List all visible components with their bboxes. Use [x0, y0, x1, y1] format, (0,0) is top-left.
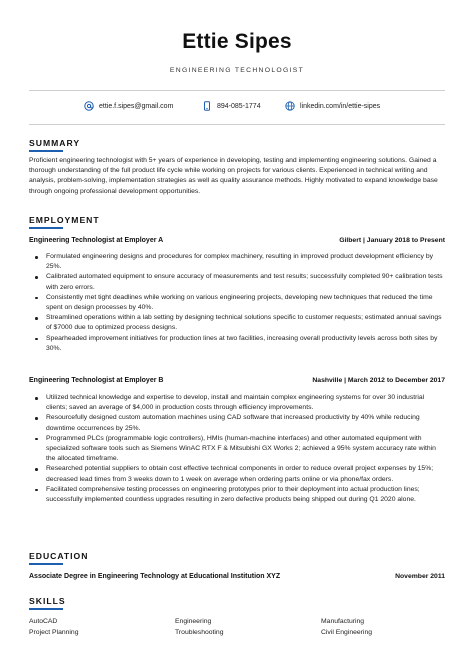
contact-email-text: ettie.f.sipes@gmail.com: [99, 102, 174, 110]
employment-heading: EMPLOYMENT: [29, 215, 100, 225]
job-header-a: [29, 237, 445, 244]
summary-heading: SUMMARY: [29, 138, 81, 148]
list-item: Facilitated comprehensive testing processes on engineering prototypes prior to their deployment into actual production lines; successfully implemented countless upgrades resulting in zero defective products being shipped out during Q1 2020 alone.: [29, 485, 447, 505]
employment-underline: [29, 227, 63, 229]
globe-icon: [285, 101, 295, 111]
list-item: Spearheaded improvement initiatives for production lines at two facilities, increasing overall productivity levels across both sites by 30%.: [29, 334, 447, 354]
job-title-a: Engineering Technologist at Employer A: [29, 237, 164, 244]
skill-item: Manufacturing: [321, 618, 365, 625]
list-item: Calibrated automated equipment to ensure accuracy of measurements and test results; successfully completed 90+ calibration tests with zero errors.: [29, 272, 447, 292]
skills-grid: [29, 617, 447, 638]
summary-text: Proficient engineering technologist with 5+ years of experience in developing, testing and implementing engineering solutions. Gained a thorough understanding of the full product life cycle while working on projects for various clients. Experienced in technical writing and analysis, problem-solving, implementation strategies as well as quality assurance methods. Highly motivated to expand knowledge base through ongoing professional development opportunities.: [29, 157, 438, 195]
skills-heading: SKILLS: [29, 596, 66, 606]
list-item: Resourcefully designed custom automation machines using CAD software that increased productivity by 40% while reducing downtime occurrences by 25%.: [29, 413, 447, 433]
list-item: Formulated engineering designs and procedures for complex machinery, resulting in improved product development efficiency by 25%.: [29, 252, 447, 272]
education-degree: Associate Degree in Engineering Technology at Educational Institution XYZ: [29, 573, 281, 580]
summary-underline: [29, 150, 63, 152]
list-item: Utilized technical knowledge and expertise to develop, install and maintain complex engineering systems for over 30 industrial clients; saved an average of $4,000 in production costs through efficiency improvements.: [29, 393, 447, 413]
contact-email[interactable]: [84, 101, 173, 111]
at-sign-icon: [84, 101, 94, 111]
header-divider-bottom: [29, 124, 445, 125]
job-title: ENGINEERING TECHNOLOGIST: [169, 67, 305, 74]
education-date: November 2011: [395, 573, 445, 580]
education-entry: [29, 573, 445, 580]
list-item: Researched potential suppliers to obtain cost effective technical components in order to reduce overall project expenses by 15%; decreased lead times from 3 weeks down to 1 week on average when ordering parts online or via phone/fax orders.: [29, 464, 447, 484]
skill-item: Project Planning: [29, 628, 79, 636]
list-item: Streamlined operations within a lab setting by designing technical solutions specific to customer requests; estimated annual savings of $7000 due to optimized process designs.: [29, 313, 447, 333]
job-location-dates-a: Gilbert | January 2018 to Present: [339, 237, 445, 244]
job-location-dates-b: Nashville | March 2012 to December 2017: [312, 377, 445, 384]
education-heading: EDUCATION: [29, 551, 89, 561]
phone-icon: [202, 101, 212, 111]
list-item: Consistently met tight deadlines while working on various engineering projects, developing new techniques that reduced the time spent on design processes by 40%.: [29, 293, 447, 313]
skills-underline: [29, 608, 63, 610]
education-underline: [29, 563, 63, 565]
list-item: Programmed PLCs (programmable logic controllers), HMIs (human-machine interfaces) and other automated equipment with specialized software tools such as Siemens WinAC RTX F & Mitsubishi GX Works 2; achieved a 95% system accuracy rate within the allocated timeframe.: [29, 434, 447, 465]
contact-bar: [0, 101, 474, 113]
candidate-name: Ettie Sipes: [182, 30, 292, 53]
skill-item: Engineering: [175, 618, 212, 625]
skill-item: Troubleshooting: [175, 628, 224, 636]
contact-linkedin[interactable]: [285, 101, 380, 111]
job-header-b: [29, 377, 445, 384]
skill-item: Civil Engineering: [321, 628, 373, 636]
job-bullets-a: [29, 252, 447, 354]
contact-phone-text: 894-085-1774: [217, 102, 261, 110]
contact-linkedin-text: linkedin.com/in/ettie-sipes: [300, 102, 381, 110]
job-bullets-b: [29, 393, 447, 505]
header-divider-top: [29, 90, 445, 91]
job-title-b: Engineering Technologist at Employer B: [29, 377, 164, 384]
skill-item: AutoCAD: [29, 618, 58, 625]
contact-phone[interactable]: [202, 101, 261, 111]
